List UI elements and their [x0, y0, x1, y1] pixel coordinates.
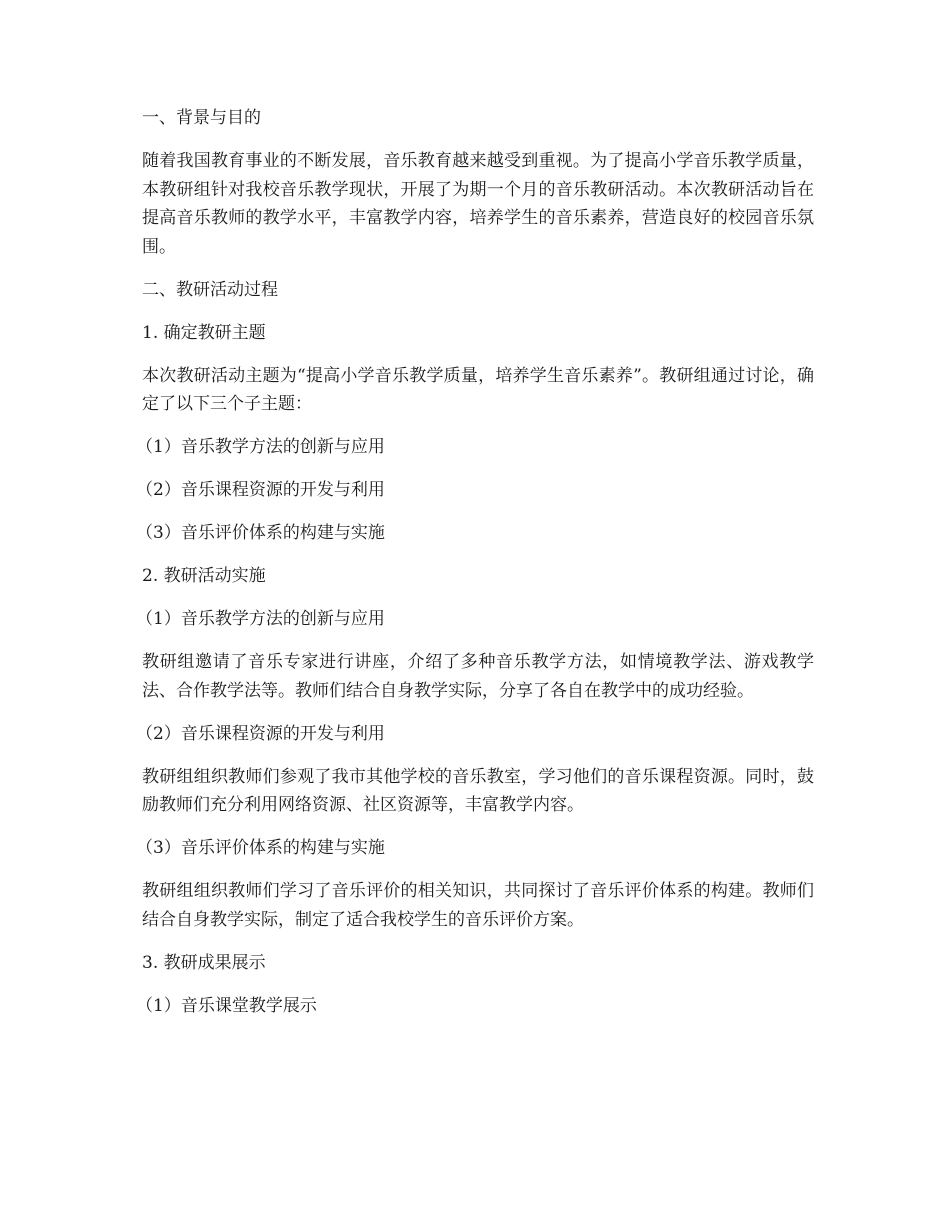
section-heading-background: 一、背景与目的 [142, 108, 261, 128]
paragraph-evaluation: 教研组组织教师们学习了音乐评价的相关知识，共同探讨了音乐评价体系的构建。教师们结合自身教学实际，制定了适合我校学生的音乐评价方案。 [142, 881, 814, 930]
paragraph-resources: 教研组组织教师们参观了我市其他学校的音乐教室，学习他们的音乐课程资源。同时，鼓励教师们充分利用网络资源、社区资源等，丰富教学内容。 [142, 766, 814, 815]
paragraph-background: 随着我国教育事业的不断发展，音乐教育越来越受到重视。为了提高小学音乐教学质量，本教研组针对我校音乐教学现状，开展了为期一个月的音乐教研活动。本次教研活动旨在提高音乐教师的教学水平，丰富教学内容，培养学生的音乐素养，营造良好的校园音乐氛围。 [142, 151, 814, 257]
list-item: （1）音乐教学方法的创新与应用 [136, 437, 385, 457]
subheading-results: 3. 教研成果展示 [142, 952, 266, 973]
list-item: （3）音乐评价体系的构建与实施 [136, 838, 385, 858]
paragraph-topic: 本次教研活动主题为“提高小学音乐教学质量，培养学生音乐素养”。教研组通过讨论，确定了以下三个子主题： [142, 365, 814, 414]
document-body [136, 104, 814, 1035]
subheading-implementation: 2. 教研活动实施 [142, 566, 266, 586]
list-item: （1）音乐教学方法的创新与应用 [136, 609, 385, 629]
list-item: （2）音乐课程资源的开发与利用 [136, 480, 385, 500]
list-item: （3）音乐评价体系的构建与实施 [136, 523, 385, 543]
section-heading-process: 二、教研活动过程 [142, 279, 278, 300]
list-item: （1）音乐课堂教学展示 [136, 995, 317, 1016]
list-item: （2）音乐课程资源的开发与利用 [136, 723, 385, 744]
subheading-topic: 1. 确定教研主题 [142, 322, 266, 343]
paragraph-methods: 教研组邀请了音乐专家进行讲座，介绍了多种音乐教学方法，如情境教学法、游戏教学法、合作教学法等。教师们结合自身教学实际，分享了各自在教学中的成功经验。 [142, 652, 814, 701]
